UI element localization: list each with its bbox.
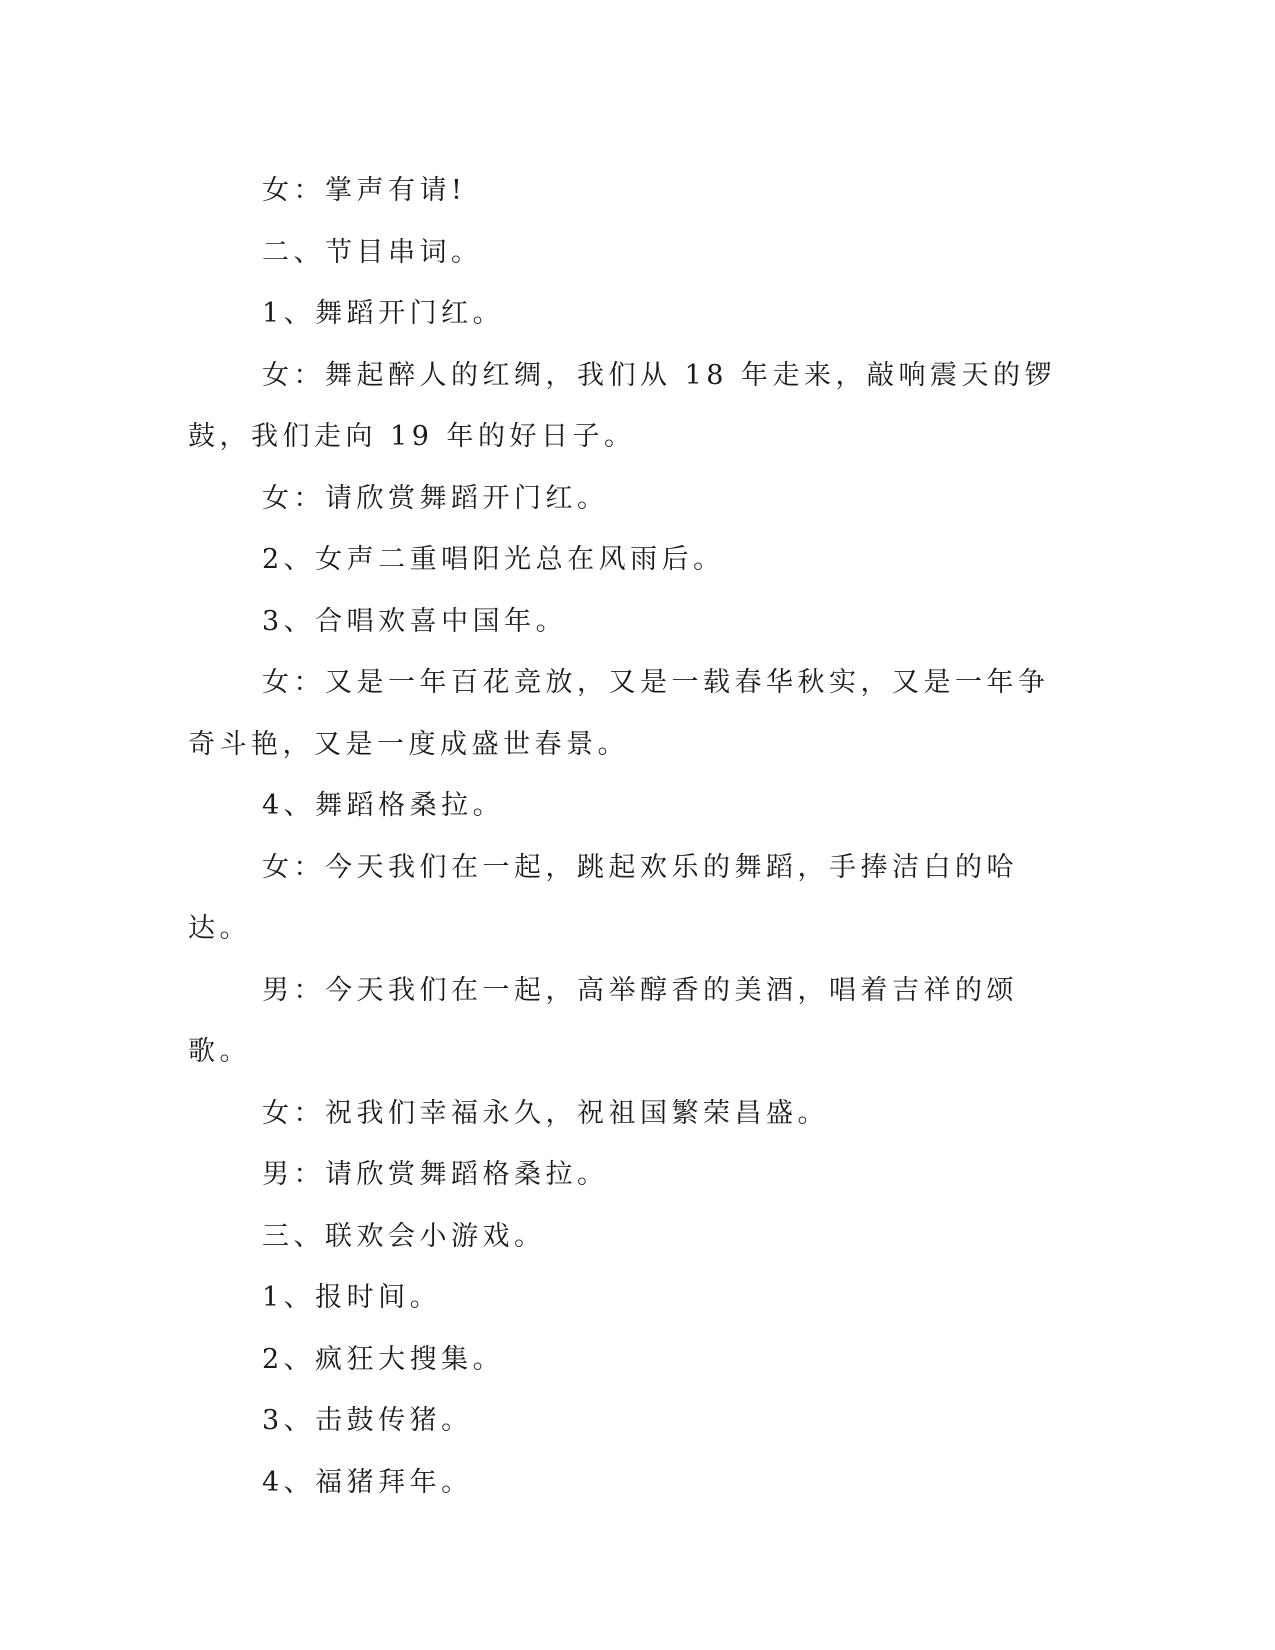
- paragraph-host-male-line-1: 男：今天我们在一起，高举醇香的美酒，唱着吉祥的颂歌。: [188, 974, 1018, 1067]
- paragraph-applause: 女：掌声有请!: [262, 175, 467, 206]
- list-item-game-2: 2、疯狂大搜集。: [262, 1343, 505, 1375]
- list-item-dance-kaimenhong: 1、舞蹈开门红。: [262, 298, 505, 329]
- document-body: [188, 160, 1076, 1513]
- paragraph-host-female-line-4: 女：今天我们在一起，跳起欢乐的舞蹈，手捧洁白的哈达。: [188, 851, 1018, 944]
- paragraph-host-female-line-2: 女：请欣赏舞蹈开门红。: [262, 482, 609, 514]
- section-heading-party-games: 三、联欢会小游戏。: [262, 1220, 546, 1252]
- paragraph-host-female-line-3: 女：又是一年百花竞放，又是一载春华秋实，又是一年争奇斗艳，又是一度成盛世春景。: [188, 667, 1050, 760]
- list-item-chorus: 3、合唱欢喜中国年。: [262, 605, 568, 637]
- list-item-game-4: 4、福猪拜年。: [262, 1466, 473, 1498]
- list-item-game-1: 1、报时间。: [262, 1282, 442, 1313]
- paragraph-host-female-line-1: 女：舞起醉人的红绸，我们从 18 年走来，敲响震天的锣鼓，我们走向 19 年的好日子。: [188, 359, 1057, 452]
- list-item-game-3: 3、击鼓传猪。: [262, 1405, 473, 1436]
- paragraph-host-female-line-5: 女：祝我们幸福永久，祝祖国繁荣昌盛。: [262, 1097, 829, 1129]
- paragraph-host-male-line-2: 男：请欣赏舞蹈格桑拉。: [262, 1159, 609, 1190]
- list-item-dance-gesangla: 4、舞蹈格桑拉。: [262, 790, 505, 821]
- list-item-female-duet: 2、女声二重唱阳光总在风雨后。: [262, 544, 725, 575]
- section-heading-program-script: 二、节目串词。: [262, 236, 483, 268]
